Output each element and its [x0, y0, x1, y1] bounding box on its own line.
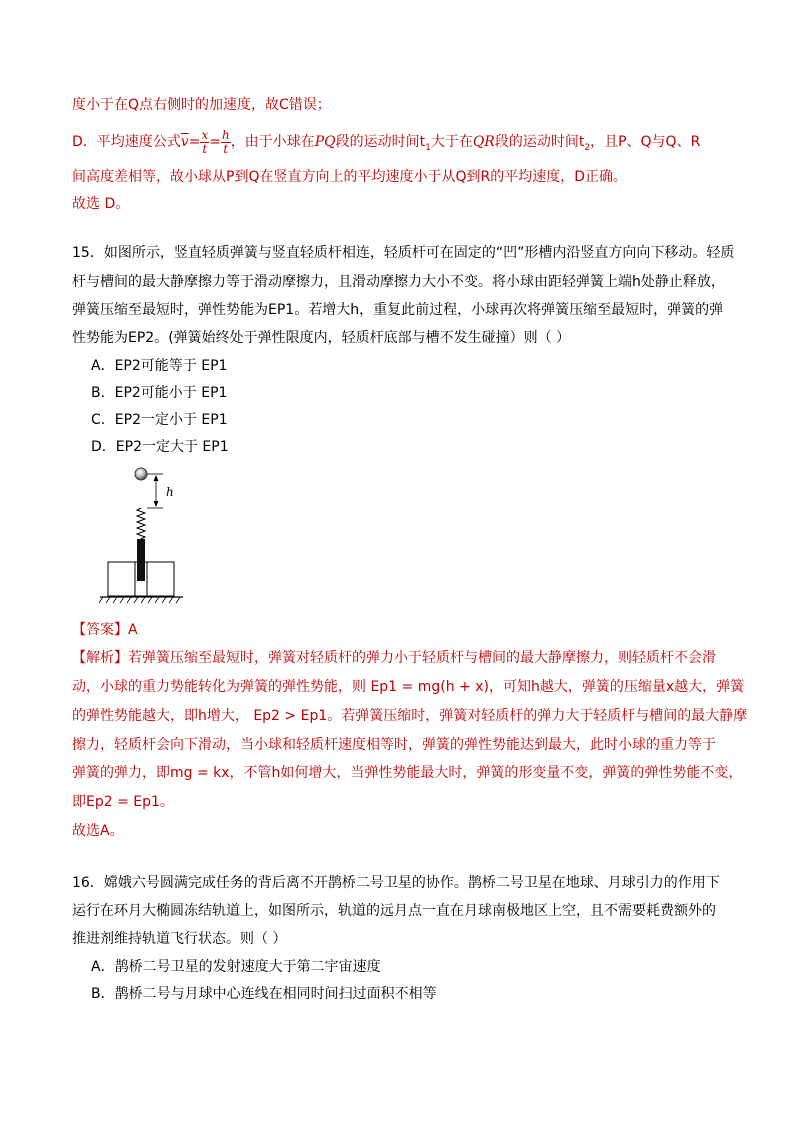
analysis-text-1: 若弹簧压缩至最短时，弹簧对轻质杆的弹力小于轻质杆与槽间的最大静摩擦力，则轻质杆不会滑	[128, 650, 716, 666]
d-mid-text: ，由于小球在	[230, 134, 315, 150]
d-tail-text: ，且P、Q与Q、R	[590, 134, 701, 150]
height-label: h	[166, 485, 174, 499]
fraction-x-over-t	[200, 129, 209, 156]
d-mid-text-4: 段的运动时间t	[494, 134, 585, 150]
formula-eq2: =	[209, 134, 221, 150]
q15-answer: 【答案】A	[72, 622, 138, 638]
q15-stem-line-4: 性势能为EP2。(弹簧始终处于弹性限度内，轻质杆底部与槽不发生碰撞）则（ ）	[72, 330, 571, 346]
prev-explanation-line-2: D．平均速度公式$\overline{v}=$ $\frac{x}{t}$ = $\frac{h}{t}$ ，由于小球在PQ段的运动时间$t_1$大于在QR段的运动时间$t_2$，且P、Q与Q、R	[72, 127, 701, 156]
q15-analysis-line-1	[72, 648, 716, 668]
formula-eq1: =	[188, 134, 201, 150]
d-mid-text-2: 段的运动时间t	[335, 134, 426, 150]
q16-stem-line-2: 运行在环月大椭圆冻结轨道上，如图所示，轨道的远月点一直在月球南极地区上空，且不需要耗费额外的	[72, 903, 716, 919]
q15-stem-line-1: 15．如图所示，竖直轻质弹簧与竖直轻质杆相连，轻质杆可在固定的“凹”形槽内沿竖直方向向下移动。轻质	[72, 245, 735, 261]
q15-analysis-line-4: 擦力，轻质杆会向下滑动，当小球和轻质杆速度相等时，弹簧的弹性势能达到最大，此时小球的重力等于	[72, 737, 716, 753]
q15-analysis-line-2: 动，小球的重力势能转化为弹簧的弹性势能，则 Ep1 = mg(h + x)，可知h越大，弹簧的压缩量x越大，弹簧	[72, 679, 745, 695]
q15-analysis-line-5: 弹簧的弹力，即mg = kx，不管h如何增大，当弹性势能最大时，弹簧的形变量不变，弹簧的弹性势能不变，	[72, 765, 743, 781]
fraction-numerator-x: x	[201, 127, 209, 142]
segment-pq: PQ	[314, 134, 336, 150]
fraction-denominator-t: t	[202, 141, 208, 156]
q15-option-a: A．EP2可能等于 EP1	[91, 358, 228, 374]
q15-option-d: D．EP2一定大于 EP1	[91, 439, 229, 455]
segment-qr: QR	[472, 134, 495, 150]
q15-option-c: C．EP2一定小于 EP1	[91, 412, 228, 428]
fraction-h-over-t	[221, 129, 231, 156]
q15-option-b: B．EP2可能小于 EP1	[91, 385, 228, 401]
prev-explanation-line-3: 间高度差相等，故小球从P到Q在竖直方向上的平均速度小于从Q到R的平均速度，D正确。	[72, 169, 627, 185]
q16-option-a: A．鹊桥二号卫星的发射速度大于第二宇宙速度	[91, 959, 381, 975]
q15-conclusion: 故选A。	[72, 823, 124, 839]
prev-explanation-line-1: 度小于在Q点右侧时的加速度，故C错误；	[72, 97, 331, 113]
spring-rod-slot-figure	[95, 462, 215, 612]
q15-stem-line-3: 弹簧压缩至最短时，弹性势能为EP1。若增大h，重复此前过程，小球再次将弹簧压缩至最短时，弹簧的弹	[72, 302, 724, 318]
analysis-label: 【解析】	[72, 650, 128, 666]
prev-explanation-conclusion: 故选 D。	[72, 196, 130, 212]
fraction-numerator-h: h	[221, 127, 230, 142]
d-mid-text-3: 大于在	[430, 134, 473, 150]
fraction-denominator-t2: t	[223, 141, 229, 156]
q16-option-b: B．鹊桥二号与月球中心连线在相同时间扫过面积不相等	[91, 986, 437, 1002]
formula-vbar: $\overline{v}$	[180, 134, 189, 150]
q15-analysis-line-6: 即Ep2 = Ep1。	[72, 794, 174, 810]
q15-stem-line-2: 杆与槽间的最大静摩擦力等于滑动摩擦力，且滑动摩擦力大小不变。将小球由距轻弹簧上端h处静止释放，	[72, 274, 725, 290]
ball-icon	[135, 468, 147, 480]
q15-analysis-line-3: 的弹性势能越大，即h增大， Ep2 > Ep1。若弹簧压缩时，弹簧对轻质杆的弹力大于轻质杆与槽间的最大静摩	[72, 708, 748, 724]
spring-icon	[137, 508, 145, 539]
q16-stem-line-3: 推进剂维持轨道飞行状态。则（ ）	[72, 931, 287, 947]
q16-stem-line-1: 16．嫦娥六号圆满完成任务的背后离不开鹊桥二号卫星的协作。鹊桥二号卫星在地球、月球引力的作用下	[72, 875, 720, 891]
option-d-prefix: D．平均速度公式	[72, 134, 181, 150]
